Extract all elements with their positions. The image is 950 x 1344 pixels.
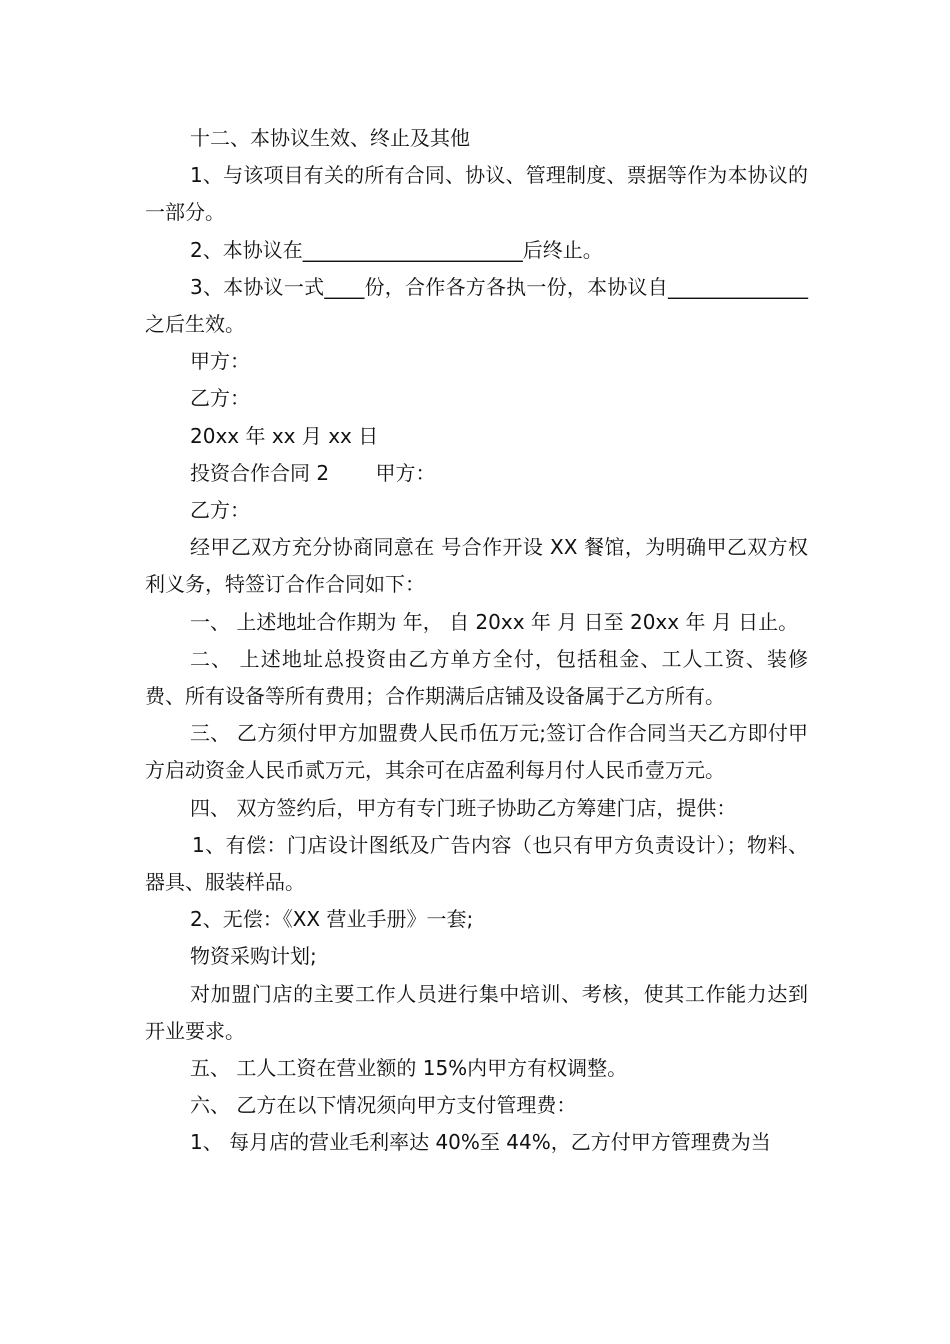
document-body [145, 120, 808, 1162]
sub-clause-paragraph: 物资采购计划; [190, 944, 317, 969]
clause-paragraph: 3、本协议一式____份，合作各方各执一份，本协议自______________之后生效。 [145, 274, 808, 337]
section-heading: 十二、本协议生效、终止及其他 [190, 126, 470, 150]
sub-clause-paragraph: 1、 每月店的营业毛利率达 40%至 44%，乙方付甲方管理费为当 [190, 1130, 771, 1155]
party-b-label: 乙方： [190, 386, 250, 411]
clause-paragraph: 一、 上述地址合作期为 年， 自 20xx 年 月 日至 20xx 年 月 日止。 [190, 609, 799, 634]
clause-paragraph: 1、与该项目有关的所有合同、协议、管理制度、票据等作为本协议的一部分。 [145, 163, 808, 225]
date-line: 20xx 年 xx 月 xx 日 [190, 423, 379, 448]
sub-clause-paragraph: 1、有偿：门店设计图纸及广告内容（也只有甲方负责设计）；物料、器具、服装样品。 [145, 832, 808, 895]
party-b-label: 乙方： [190, 498, 250, 523]
party-a-label: 甲方： [190, 349, 250, 374]
clause-paragraph: 六、 乙方在以下情况须向甲方支付管理费： [190, 1093, 577, 1118]
contract-title-line: 投资合作合同 2 甲方： [190, 460, 436, 485]
sub-clause-paragraph: 2、无偿：《XX 营业手册》一套; [190, 907, 474, 932]
sub-clause-paragraph: 对加盟门店的主要工作人员进行集中培训、考核，使其工作能力达到开业要求。 [145, 981, 808, 1043]
clause-paragraph: 四、 双方签约后，甲方有专门班子协助乙方筹建门店，提供： [190, 795, 737, 820]
clause-paragraph: 二、 上述地址总投资由乙方单方全付，包括租金、工人工资、装修费、所有设备等所有费用；合作期满后店铺及设备属于乙方所有。 [145, 646, 808, 709]
clause-paragraph: 五、 工人工资在营业额的 15%内甲方有权调整。 [190, 1056, 628, 1081]
clause-paragraph: 2、本协议在______________________后终止。 [190, 237, 603, 262]
clause-paragraph: 三、 乙方须付甲方加盟费人民币伍万元;签订合作合同当天乙方即付甲方启动资金人民币贰万元，其余可在店盈利每月付人民币壹万元。 [145, 721, 808, 783]
intro-paragraph: 经甲乙双方充分协商同意在 号合作开设 XX 餐馆，为明确甲乙双方权利义务，特签订合作合同如下： [145, 535, 808, 597]
